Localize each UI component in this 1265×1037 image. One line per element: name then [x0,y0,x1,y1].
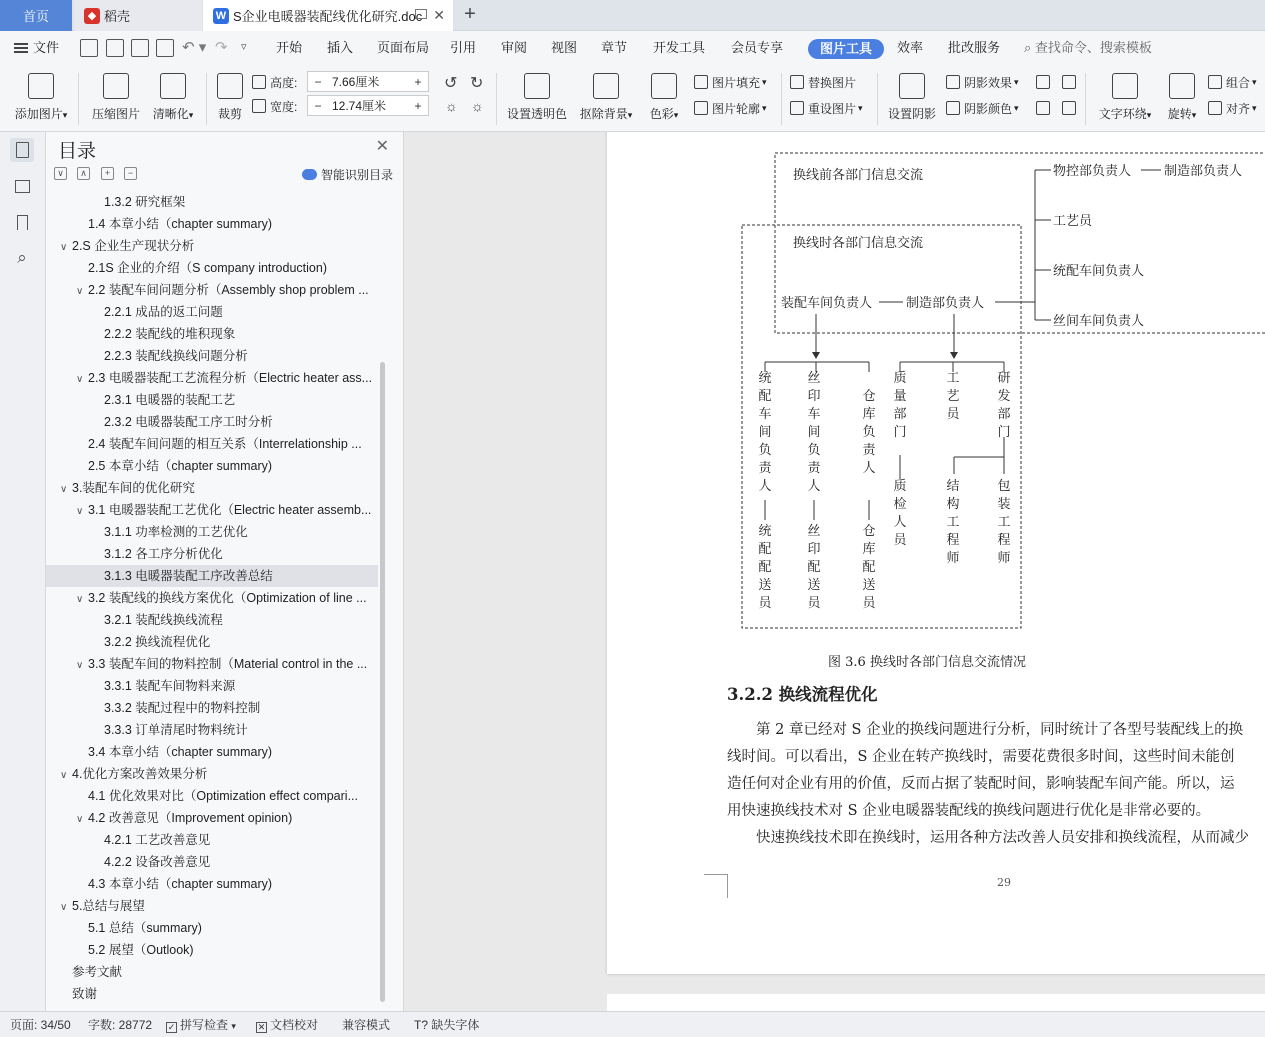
toc-item-label: 2.3 电暖器装配工艺流程分析（Electric heater ass... [88,371,373,385]
toc-item-label: 5.1 总结（summary) [88,921,202,935]
image-outline-label: 图片轮廓 [712,101,761,116]
col-yanfa-node: 研发部门 [997,371,1011,440]
expand-chevron-icon[interactable]: ∨ [60,242,68,253]
toc-item[interactable] [46,433,378,455]
toc-item-label: 2.5 本章小结（chapter summary) [88,459,273,473]
expand-chevron-icon[interactable]: ∨ [76,660,84,671]
material-head-node: 物控部负责人 [1053,164,1132,179]
toc-item-label: 4.2.1 工艺改善意见 [104,833,211,847]
toc-item-label: 2.S 企业生产现状分析 [72,239,195,253]
search-icon: ⌕ [1024,40,1032,55]
arrow-head [950,352,958,359]
crop-label: 裁剪 [217,107,242,121]
toc-title: 目录 [58,141,97,162]
menu-member[interactable]: 会员专享 [731,40,784,55]
save-icon[interactable] [80,39,98,57]
manufacturing-head-2-node: 制造部负责人 [1164,164,1243,179]
ribbon-divider [1085,73,1086,125]
add-heading-icon[interactable]: + [101,167,114,180]
toc-item-label: 2.3.2 电暖器装配工序工时分析 [104,415,273,429]
menu-review-service[interactable]: 批改服务 [948,40,1001,55]
replace-image-icon [790,75,804,89]
body-line-5: 快速换线技术即在换线时，运用各种方法改善人员安排和换线流程，从而减少 [727,830,1249,846]
shadow-color-icon [946,101,960,115]
toc-item-label: 4.优化方案改善效果分析 [72,767,208,781]
toc-item[interactable] [46,213,378,235]
missing-font-button[interactable] [414,1012,479,1037]
tab-document-label: S企业电暖器装配线优化研究.doc [233,9,423,24]
image-fill-label: 图片填充 [712,75,761,90]
toc-item[interactable] [46,785,378,807]
toc-item-label: 3.3.2 装配过程中的物料控制 [104,701,261,715]
menu-bar [0,31,1265,65]
shadow-color-button[interactable]: 阴影颜色 ▾ [946,98,1019,118]
toc-item-label: 2.2.1 成品的返工问题 [104,305,223,319]
toc-item-label: 1.3.2 研究框架 [104,195,186,209]
close-icon[interactable]: ✕ [375,138,389,155]
toc-item[interactable] [46,279,378,301]
word-count[interactable]: 字数: 28772 [88,1018,153,1032]
add-image-button[interactable]: 添加图片▾ [12,71,70,122]
replace-image-label: 替换图片 [808,75,857,90]
department-communication-diagram[interactable] [607,132,1265,664]
window-restore-icon[interactable] [415,9,427,19]
group-label: 组合 [1226,75,1251,90]
color-label: 色彩 [649,107,674,121]
file-menu-label: 文件 [33,40,60,55]
toc-item[interactable] [46,829,378,851]
expand-chevron-icon[interactable]: ∨ [60,484,68,495]
remove-heading-icon[interactable]: − [124,167,137,180]
before-changeover-label: 换线前各部门信息交流 [793,168,924,183]
toc-item[interactable] [46,763,378,785]
rotate-right-icon[interactable]: ↻ [470,75,484,92]
toc-item[interactable] [46,917,378,939]
navigation-strip [0,132,46,1011]
body-line-4: 用快速换线技术对 S 企业电暖器装配线的换线问题进行优化是非常必要的。 [727,803,1211,819]
tab-bar [0,0,1265,31]
col-baozhuang-node: 包装工程师 [997,479,1011,566]
toc-item[interactable] [46,345,378,367]
align-icon [1208,101,1222,115]
ribbon-toolbar [0,65,1265,132]
toc-item-label: 3.1.1 功率检测的工艺优化 [104,525,248,539]
crop-mark [704,874,728,898]
proofread-label: 文档校对 [270,1018,319,1032]
toc-panel [46,132,404,1011]
toc-item[interactable] [46,961,378,983]
toc-item[interactable] [46,873,378,895]
nudge-right-icon [1062,101,1076,115]
height-label-text: 高度: [270,75,298,90]
col-tongpei-sub-node: 统配配送员 [758,524,772,611]
toc-item[interactable] [46,235,378,257]
toc-item-label: 4.1 优化效果对比（Optimization effect compari... [88,789,358,803]
toc-item-label: 3.2.2 换线流程优化 [104,635,211,649]
daoke-icon: ◆ [84,8,100,24]
height-field[interactable] [307,71,429,92]
toc-item[interactable] [46,257,378,279]
toc-item-label: 4.3 本章小结（chapter summary) [88,877,273,891]
toc-item-label: 参考文献 [72,965,123,979]
shadow-nudge-up-button[interactable] [1036,72,1080,92]
compress-image-button[interactable] [90,71,142,122]
sharpen-button[interactable]: 清晰化▾ [150,71,196,122]
transparent-color-icon [524,73,550,99]
chapter-nav-icon[interactable] [10,174,34,198]
toc-item-label: 3.1.2 各工序分析优化 [104,547,223,561]
toc-item[interactable] [46,719,378,741]
menu-insert[interactable]: 插入 [327,40,354,55]
toc-item-label: 3.3 装配车间的物料控制（Material control in the ... [88,657,368,671]
menu-start[interactable]: 开始 [276,40,303,55]
arrow-head [812,352,820,359]
remove-background-icon [593,73,619,99]
ribbon-divider [496,73,497,125]
expand-chevron-icon[interactable]: ∨ [76,594,84,605]
spell-check-button[interactable]: ✓ 拼写检查 ▾ [167,1018,236,1032]
toc-item-label: 4.2 改善意见（Improvement opinion) [88,811,293,825]
section-heading: 3.2.2 换线流程优化 [727,685,878,704]
toc-item-label: 3.4 本章小结（chapter summary) [88,745,273,759]
width-icon [252,99,266,113]
tab-daoke-label: 稻壳 [104,9,131,24]
add-image-label: 添加图片 [14,107,63,121]
color-button[interactable]: 色彩▾ [644,71,684,122]
set-shadow-button[interactable] [886,71,938,122]
col-tongpei-node: 统配车间负责人 [758,371,772,494]
shadow-color-label: 阴影颜色 [964,101,1013,116]
spell-check-label: 拼写检查 [180,1018,229,1032]
toc-item[interactable] [46,301,378,323]
command-search[interactable] [1024,31,1152,65]
toc-item-label: 2.3.1 电暖器的装配工艺 [104,393,236,407]
proofread-icon: ✕ [257,1022,266,1032]
set-transparent-label: 设置透明色 [506,107,567,121]
outline-icon [694,101,708,115]
toc-item-label: 致谢 [72,987,98,1001]
nudge-up-icon [1036,75,1050,89]
assembly-head-node: 装配车间负责人 [781,296,873,311]
set-transparent-button[interactable] [504,71,570,122]
file-menu[interactable] [14,31,59,65]
toc-item[interactable] [46,191,378,213]
sharpen-icon [160,73,186,99]
image-outline-button[interactable]: 图片轮廓 ▾ [694,98,767,118]
expand-chevron-icon[interactable]: ∨ [76,286,84,297]
menu-picture-tools[interactable]: 图片工具 [808,39,884,59]
fill-bucket-icon [694,75,708,89]
height-decrease-button[interactable]: − [314,74,322,89]
smart-toc-label: 智能识别目录 [320,168,393,182]
rotate-label: 旋转 [1167,107,1192,121]
word-doc-icon: W [213,8,229,24]
brightness-down-icon[interactable]: ☼ [471,98,484,114]
shadow-effect-icon [946,75,960,89]
text-wrap-button[interactable]: 文字环绕▾ [1094,71,1156,122]
toc-item[interactable] [46,631,378,653]
close-tab-icon[interactable]: ✕ [433,7,445,23]
menu-references[interactable]: 引用 [450,40,477,55]
toc-item[interactable] [46,653,378,675]
toc-item-label: 2.2.2 装配线的堆积现象 [104,327,236,341]
toc-item[interactable] [46,741,378,763]
group-button[interactable]: 组合 ▾ [1208,72,1257,92]
shadow-nudge-left-button[interactable] [1036,98,1080,118]
document-proofread-button[interactable] [256,1012,318,1037]
height-increase-button[interactable]: + [414,74,422,89]
hamburger-icon [14,43,28,53]
manufacturing-head-node: 制造部负责人 [906,296,985,311]
toc-item[interactable] [46,939,378,961]
height-label [252,72,297,92]
ribbon-divider [877,73,878,125]
toc-item[interactable] [46,543,378,565]
collapse-all-icon[interactable]: ∨ [54,167,67,180]
compat-mode-label: 兼容模式 [342,1018,391,1032]
width-label [252,96,297,116]
body-line-2: 线时间。可以看出，S 企业在转产换线时，需要花费很多时间，这些时间未能创 [727,749,1235,765]
compress-image-label: 压缩图片 [91,107,140,121]
replace-image-button[interactable] [790,72,856,92]
reset-image-button[interactable]: 重设图片 ▾ [790,98,863,118]
tab-home[interactable] [0,0,72,31]
width-label-text: 宽度: [270,99,298,114]
toc-item[interactable] [46,455,378,477]
toc-item-label: 3.2.1 装配线换线流程 [104,613,223,627]
toc-item-label: 5.总结与展望 [72,899,145,913]
toc-item-label: 3.1 电暖器装配工艺优化（Electric heater assemb... [88,503,372,517]
toc-item-label: 3.3.3 订单清尾时物料统计 [104,723,248,737]
toc-item[interactable] [46,895,378,917]
status-bar [0,1011,1265,1037]
page-number: 29 [997,876,1011,889]
rotate-button[interactable]: 旋转▾ [1162,71,1202,122]
tab-home-label: 首页 [22,9,49,24]
new-tab-button[interactable]: + [464,3,476,25]
reset-image-label: 重设图片 [808,101,857,116]
smart-toc-button[interactable] [302,166,393,183]
toc-item[interactable] [46,697,378,719]
menu-review[interactable]: 审阅 [501,40,528,55]
toc-item-label: 3.装配车间的优化研究 [72,481,195,495]
toc-item[interactable] [46,587,378,609]
menu-efficiency[interactable]: 效率 [897,40,924,55]
craftsman-node: 工艺员 [1053,214,1093,229]
print-preview-icon[interactable] [156,39,174,57]
toc-item-label: 2.4 装配车间问题的相互关系（Interrelationship ... [88,437,362,451]
find-icon[interactable]: ⌕ [17,248,27,267]
toc-item-label: 2.1S 企业的介绍（S company introduction) [88,261,327,275]
toc-scrollbar[interactable] [380,362,385,1002]
add-image-icon [28,73,54,99]
width-field[interactable] [307,95,429,116]
toc-item[interactable] [46,323,378,345]
during-changeover-label: 换线时各部门信息交流 [793,236,924,251]
toc-item-label: 4.2.2 设备改善意见 [104,855,211,869]
width-value[interactable]: 12.74厘米 [332,99,387,113]
command-search-placeholder: 查找命令、搜索模板 [1034,40,1152,55]
figure-caption: 图 3.6 换线时各部门信息交流情况 [828,655,1026,670]
remove-background-button[interactable]: 抠除背景▾ [576,71,636,122]
toc-item-label: 3.3.1 装配车间物料来源 [104,679,236,693]
rotate-icon [1169,73,1195,99]
group-icon [1208,75,1222,89]
body-line-3: 造任何对企业有用的价值，反而占据了装配时间，影响装配车间产能。所以，运 [727,776,1235,792]
col-cangku-sub-node: 仓库配送员 [862,524,876,611]
menu-view[interactable]: 视图 [551,40,578,55]
col-siyin-sub-node: 丝印配送员 [807,524,821,611]
toc-item[interactable] [46,983,378,1001]
col-gongyi-node: 工艺员 [946,371,960,422]
width-increase-button[interactable]: + [414,98,422,113]
text-wrap-icon [1112,73,1138,99]
toc-item[interactable] [46,477,378,499]
menu-chapter[interactable]: 章节 [601,40,628,55]
next-page [607,994,1265,1011]
unified-head-node: 统配车间负责人 [1053,264,1145,279]
shadow-effect-label: 阴影效果 [964,75,1013,90]
rotate-left-icon[interactable]: ↺ [444,75,458,92]
missing-font-label: 缺失字体 [431,1018,480,1032]
height-value[interactable]: 7.66厘米 [332,75,380,89]
ribbon-divider [78,73,79,125]
shadow-effect-button[interactable]: 阴影效果 ▾ [946,72,1019,92]
col-jiegou-node: 结构工程师 [946,479,960,566]
col-cangku-node: 仓库负责人 [862,389,876,476]
toc-item[interactable] [46,675,378,697]
menu-developer[interactable]: 开发工具 [653,40,706,55]
toc-item[interactable] [46,807,378,829]
checkbox-icon: ✓ [167,1022,176,1032]
expand-chevron-icon[interactable]: ∨ [60,902,68,913]
quick-access-more-icon[interactable]: ▿ [241,41,247,53]
menu-page-layout[interactable]: 页面布局 [377,40,430,55]
sharpen-label: 清晰化 [152,107,189,121]
ribbon-divider [781,73,782,125]
toc-item[interactable] [46,499,378,521]
redo-icon[interactable]: ↷ [215,39,228,56]
crop-icon [217,73,243,99]
toc-item-label: 3.2 装配线的换线方案优化（Optimization of line ... [88,591,367,605]
body-line-1: 第 2 章已经对 S 企业的换线问题进行分析，同时统计了各型号装配线上的换 [727,722,1244,738]
toc-item-label: 5.2 展望（Outlook) [88,943,194,957]
ai-icon [302,169,317,180]
expand-chevron-icon[interactable]: ∨ [76,814,84,825]
page-indicator[interactable]: 页面: 34/50 [10,1018,71,1032]
nudge-down-icon [1062,75,1076,89]
toc-item-label: 2.2 装配车间问题分析（Assembly shop problem ... [88,283,369,297]
crop-button[interactable] [214,71,246,122]
shadow-icon [899,73,925,99]
align-button[interactable]: 对齐 ▾ [1208,98,1257,118]
silk-head-node: 丝间车间负责人 [1053,314,1145,329]
toc-item[interactable] [46,609,378,631]
expand-chevron-icon[interactable]: ∨ [76,374,84,385]
toc-item-label: 1.4 本章小结（chapter summary) [88,217,273,231]
image-fill-button[interactable]: 图片填充 ▾ [694,72,767,92]
align-label: 对齐 [1226,101,1251,116]
toc-item-label: 3.1.3 电暖器装配工序改善总结 [104,569,273,583]
toc-item[interactable] [46,389,378,411]
during-changeover-box [742,225,1021,628]
bookmark-icon[interactable] [10,210,34,234]
missing-font-icon: T? [414,1018,429,1032]
reset-image-icon [790,101,804,115]
remove-background-label: 抠除背景 [579,107,628,121]
document-area [404,132,1265,1011]
document-page [607,132,1265,974]
col-siyin-node: 丝印车间负责人 [807,371,821,494]
export-pdf-icon[interactable] [106,39,124,57]
undo-icon[interactable]: ↶ ▾ [182,39,207,56]
nudge-left-icon [1036,101,1050,115]
expand-up-icon[interactable]: ∧ [77,167,90,180]
set-shadow-label: 设置阴影 [887,107,936,121]
toc-list [46,191,386,1001]
width-decrease-button[interactable]: − [314,98,322,113]
text-wrap-label: 文字环绕 [1098,107,1147,121]
toc-panel-icon[interactable] [10,138,34,162]
color-palette-icon [651,73,677,99]
tab-daoke[interactable] [74,0,202,31]
col-zhiliang-sub-node: 质检人员 [893,479,907,548]
compress-image-icon [103,73,129,99]
height-icon [252,75,266,89]
ribbon-divider [206,73,207,125]
toc-item-label: 2.2.3 装配线换线问题分析 [104,349,248,363]
expand-chevron-icon[interactable]: ∨ [76,506,84,517]
toc-item[interactable] [46,851,378,873]
toc-item[interactable] [46,521,378,543]
toc-item-selected[interactable] [46,565,378,587]
toc-item[interactable] [46,411,378,433]
expand-chevron-icon[interactable]: ∨ [60,770,68,781]
toc-item[interactable] [46,367,378,389]
col-zhiliang-node: 质量部门 [893,371,907,440]
brightness-up-icon[interactable]: ☼ [445,98,458,114]
print-icon[interactable] [131,39,149,57]
tab-document[interactable] [203,0,453,31]
